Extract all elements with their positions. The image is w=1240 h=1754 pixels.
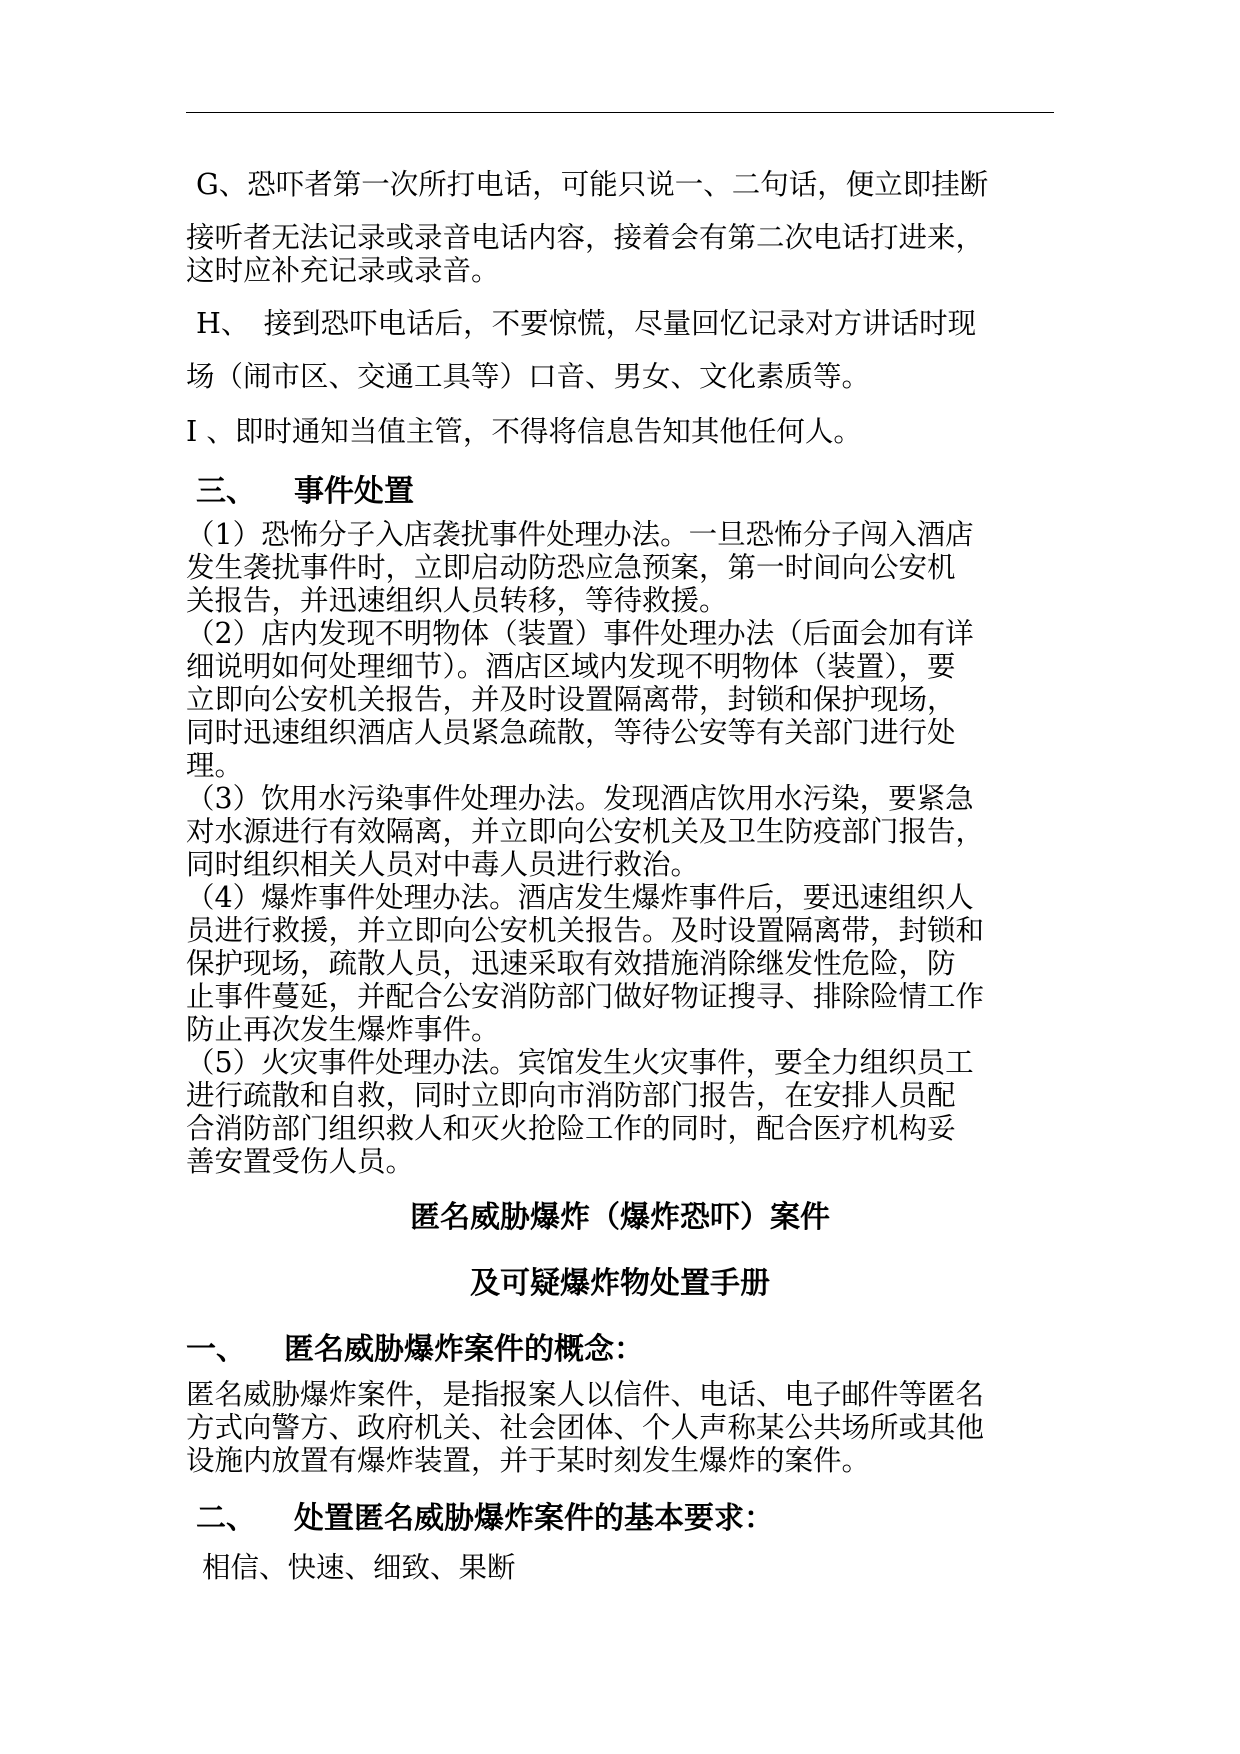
concept-heading-title: 匿名威胁爆炸案件的概念： [284,1332,644,1367]
heading-3 [186,474,1054,510]
item-line: 同时迅速组织酒店人员紧急疏散，等待公安等有关部门进行处 [186,716,956,749]
requirements-heading-number: 二、 [196,1501,256,1536]
item-1 [186,518,1054,617]
items-list [186,518,1054,1178]
item-line: 细说明如何处理细节）。酒店区域内发现不明物体（装置），要 [186,650,956,683]
requirements-heading [186,1501,1054,1537]
requirements-text: 相信、快速、细致、果断 [202,1551,516,1584]
section-g [186,168,1054,287]
item-line: 止事件蔓延，并配合公安消防部门做好物证搜寻、排除险情工作 [186,980,985,1013]
item-line: 善安置受伤人员。 [186,1145,415,1178]
item-line: （2）店内发现不明物体（装置）事件处理办法（后面会加有详 [186,617,974,650]
section-h-line2: 场（闹市区、交通工具等）口音、男女、文化素质等。 [186,360,871,393]
item-line: 员进行救援，并立即向公安机关报告。及时设置隔离带，封锁和 [186,914,985,947]
manual-title-line1: 匿名威胁爆炸（爆炸恐吓）案件 [410,1200,830,1235]
item-line: 合消防部门组织救人和灭火抢险工作的同时，配合医疗机构妥 [186,1112,956,1145]
concept-heading-number: 一、 [186,1332,246,1367]
concept-heading [186,1332,1054,1368]
item-3 [186,782,1054,881]
item-line: 进行疏散和自救，同时立即向市消防部门报告，在安排人员配 [186,1079,956,1112]
concept-body [186,1378,1054,1477]
item-line: 同时组织相关人员对中毒人员进行救治。 [186,848,700,881]
section-g-line1: G、恐吓者第一次所打电话，可能只说一、二句话，便立即挂断 [196,168,989,201]
item-line: 发生袭扰事件时，立即启动防恐应急预案，第一时间向公安机 [186,551,956,584]
item-line: （3）饮用水污染事件处理办法。发现酒店饮用水污染，要紧急 [186,782,974,815]
concept-line: 方式向警方、政府机关、社会团体、个人声称某公共场所或其他 [186,1411,985,1444]
item-line: 关报告，并迅速组织人员转移，等待救援。 [186,584,728,617]
section-g-line2: 接听者无法记录或录音电话内容，接着会有第二次电话打进来， [186,221,985,254]
item-line: （1）恐怖分子入店袭扰事件处理办法。一旦恐怖分子闯入酒店 [186,518,974,551]
concept-line: 设施内放置有爆炸装置，并于某时刻发生爆炸的案件。 [186,1444,871,1477]
item-line: 保护现场，疏散人员，迅速采取有效措施消除继发性危险，防 [186,947,956,980]
item-line: 立即向公安机关报告，并及时设置隔离带，封锁和保护现场， [186,683,956,716]
manual-title-line2: 及可疑爆炸物处置手册 [470,1266,770,1301]
section-h-line1: H、 接到恐吓电话后，不要惊慌，尽量回忆记录对方讲话时现 [196,307,977,340]
section-h [186,307,1054,393]
item-4 [186,881,1054,1046]
item-line: 对水源进行有效隔离，并立即向公安机关及卫生防疫部门报告， [186,815,985,848]
item-line: （5）火灾事件处理办法。宾馆发生火灾事件，要全力组织员工 [186,1046,974,1079]
item-2 [186,617,1054,782]
requirements-heading-title: 处置匿名威胁爆炸案件的基本要求： [294,1501,774,1536]
item-5 [186,1046,1054,1178]
document-body [186,168,1054,1584]
section-g-line3: 这时应补充记录或录音。 [186,254,500,287]
heading-3-number: 三、 [196,474,256,509]
section-i-line1: I 、即时通知当值主管，不得将信息告知其他任何人。 [186,415,862,448]
item-line: （4）爆炸事件处理办法。酒店发生爆炸事件后，要迅速组织人 [186,881,974,914]
item-line: 理。 [186,749,244,782]
heading-3-title: 事件处置 [294,474,414,509]
concept-line: 匿名威胁爆炸案件，是指报案人以信件、电话、电子邮件等匿名 [186,1378,985,1411]
header-rule [186,112,1054,113]
item-line: 防止再次发生爆炸事件。 [186,1013,500,1046]
